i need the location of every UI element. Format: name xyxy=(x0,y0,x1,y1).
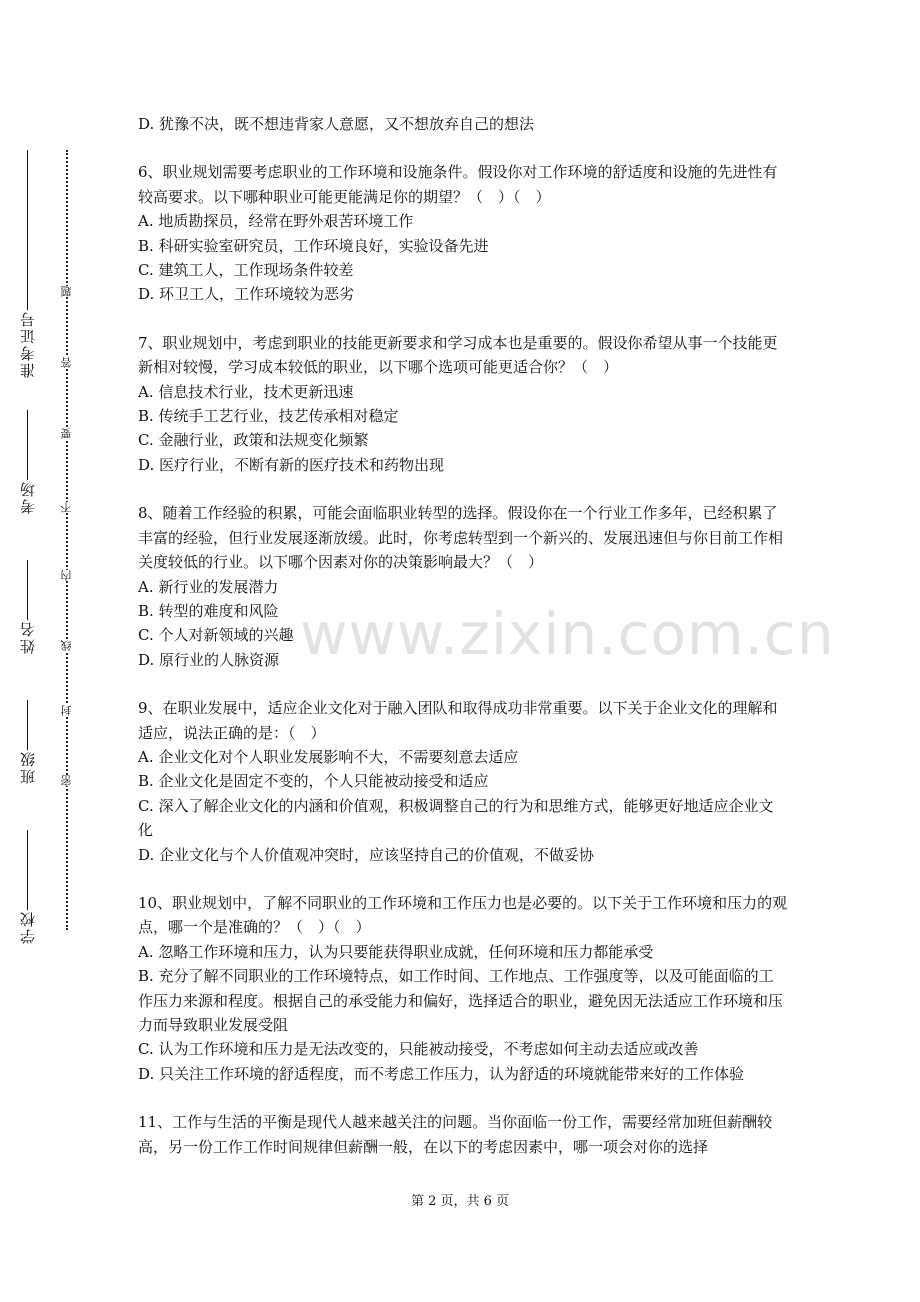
question-content xyxy=(138,112,788,1183)
seal-char: 封 xyxy=(60,705,73,716)
option-b: B. 企业文化是固定不变的，个人只能被动接受和适应 xyxy=(138,772,489,791)
field-exam-room xyxy=(8,410,48,514)
option-a: A. 企业文化对个人职业发展影响不大，不需要刻意去适应 xyxy=(138,747,519,766)
school-label: 学校 xyxy=(19,910,37,944)
option-d: D. 医疗行业，不断有新的医疗技术和药物出现 xyxy=(138,455,445,474)
option-b: B. 科研实验室研究员，工作环境良好，实验设备先进 xyxy=(138,236,489,255)
field-exam-number xyxy=(8,150,48,378)
field-class xyxy=(8,700,48,784)
field-name xyxy=(8,560,48,654)
option-c: C. 个人对新领域的兴趣 xyxy=(138,626,294,645)
binding-margin xyxy=(0,0,90,1302)
option-d: D. 犹豫不决，既不想违背家人意愿，又不想放弃自己的想法 xyxy=(138,115,535,133)
exam-number-label: 准考证号 xyxy=(19,310,37,378)
watermark: www.zixin.com.cn xyxy=(300,600,835,668)
seal-line xyxy=(58,150,78,930)
option-b: B. 转型的难度和风险 xyxy=(138,601,279,620)
question-11 xyxy=(138,1110,788,1159)
option-c: C. 认为工作环境和压力是无法改变的，只能被动接受，不考虑如何主动去适应或改善 xyxy=(138,1040,699,1059)
question-8 xyxy=(138,501,788,672)
option-d: D. 只关注工作环境的舒适程度，而不考虑工作压力，认为舒适的环境就能带来好的工作体验 xyxy=(138,1064,745,1083)
option-a: A. 忽略工作环境和压力，认为只要能获得职业成就，任何环境和压力都能承受 xyxy=(138,942,654,961)
seal-char: 不 xyxy=(60,502,73,513)
exam-room-blank[interactable] xyxy=(27,410,29,480)
field-school xyxy=(8,830,48,944)
option-c: C. 深入了解企业文化的内涵和价值观，积极调整自己的行为和思维方式，能够更好地适应企业文化 xyxy=(138,796,774,840)
option-c: C. 金融行业，政策和法规变化频繁 xyxy=(138,431,369,450)
option-b: B. 传统手工艺行业，技艺传承相对稳定 xyxy=(138,407,399,426)
question-stem: 8、随着工作经验的积累，可能会面临职业转型的选择。假设你在一个行业工作多年，已经积累了丰富的经验，但行业发展逐渐放缓。此时，你考虑转型到一个新兴的、发展迅速但与你目前工作相关度较低的行业。以下哪个因素对你的决策影响最大？（ ） xyxy=(138,504,784,572)
name-blank[interactable] xyxy=(27,560,29,620)
question-stem: 10、职业规划中，了解不同职业的工作环境和工作压力也是必要的。以下关于工作环境和压力的观点，哪一个是准确的？（ ）（ ） xyxy=(138,893,788,937)
school-blank[interactable] xyxy=(27,830,29,910)
seal-dotted-line xyxy=(66,150,68,930)
option-d: D. 原行业的人脉资源 xyxy=(138,650,280,669)
class-label: 班级 xyxy=(19,750,37,784)
seal-char: 线 xyxy=(60,640,73,651)
exam-room-label: 考场 xyxy=(19,480,37,514)
option-c: C. 建筑工人，工作现场条件较差 xyxy=(138,261,354,280)
question-stem: 11、工作与生活的平衡是现代人越来越关注的问题。当你面临一份工作，需要经常加班但薪酬较高，另一份工作工作时间规律但薪酬一般，在以下的考虑因素中，哪一项会对你的选择 xyxy=(138,1113,773,1156)
seal-char: 密 xyxy=(60,775,73,786)
seal-char: 要 xyxy=(60,428,73,439)
question-stem: 6、职业规划需要考虑职业的工作环境和设施条件。假设你对工作环境的舒适度和设施的先进性有较高要求。以下哪种职业可能更能满足你的期望？（ ）（ ） xyxy=(138,163,778,206)
option-a: A. 信息技术行业，技术更新迅速 xyxy=(138,382,354,401)
name-label: 姓名 xyxy=(19,620,37,654)
question-stem: 9、在职业发展中，适应企业文化对于融入团队和取得成功非常重要。以下关于企业文化的理解和适应，说法正确的是：（ ） xyxy=(138,699,778,742)
question-stem: 7、职业规划中，考虑到职业的技能更新要求和学习成本也是重要的。假设你希望从事一个技能更新相对较慢，学习成本较低的职业，以下哪个选项可能更适合你？（ ） xyxy=(138,333,778,377)
question-7 xyxy=(138,331,788,477)
question-10 xyxy=(138,891,788,1086)
page-footer: 第 2 页，共 6 页 xyxy=(410,1194,510,1209)
question-6 xyxy=(138,160,788,306)
seal-char: 题 xyxy=(60,286,73,297)
option-b: B. 充分了解不同职业的工作环境特点，如工作时间、工作地点、工作强度等，以及可能面临的工作压力来源和程度。根据自己的承受能力和偏好，选择适合的职业，避免因无法适应工作环境和压力而导致职业发展受阻 xyxy=(138,967,784,1034)
option-d: D. 企业文化与个人价值观冲突时，应该坚持自己的价值观，不做妥协 xyxy=(138,845,595,864)
question-9 xyxy=(138,696,788,867)
previous-question-tail xyxy=(138,112,788,136)
exam-number-blank[interactable] xyxy=(27,150,29,310)
option-d: D. 环卫工人，工作环境较为恶劣 xyxy=(138,285,355,304)
option-a: A. 地质勘探员，经常在野外艰苦环境工作 xyxy=(138,212,414,231)
class-blank[interactable] xyxy=(27,700,29,750)
seal-char: 内 xyxy=(60,570,73,581)
option-a: A. 新行业的发展潜力 xyxy=(138,577,279,596)
seal-char: 答 xyxy=(60,357,73,368)
